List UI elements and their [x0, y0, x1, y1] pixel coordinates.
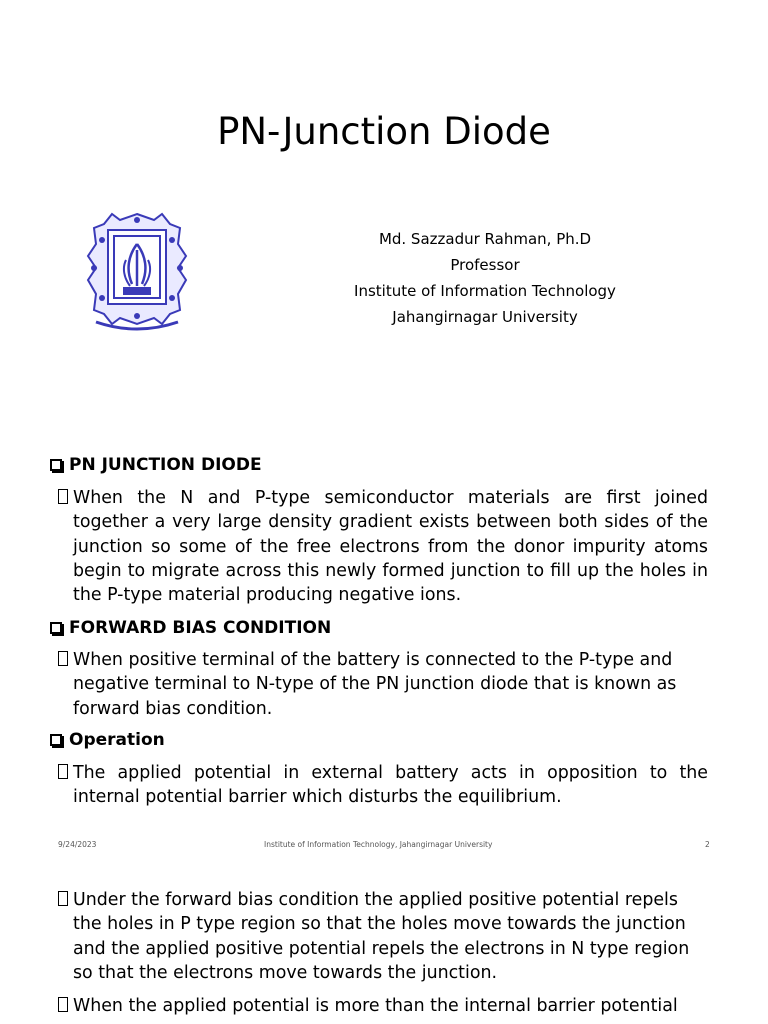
footer-institute: Institute of Information Technology, Jahangirnagar University [264, 840, 493, 849]
paragraph-forward-bias-operation [58, 888, 708, 985]
paragraph-operation [58, 761, 708, 810]
paragraph-text: When the N and P-type semiconductor materials are first joined together a very large density gradient exists between both sides of the junction so some of the free electrons from the donor impurity atoms begin to migrate across this newly formed junction to fill up the holes in the P-type material producing negative ions. [73, 488, 708, 606]
footer-date: 9/24/2023 [58, 840, 97, 849]
footer-page-number: 2 [705, 840, 710, 849]
paragraph-pn-junction [58, 486, 708, 607]
slide-title: PN-Junction Diode [217, 110, 551, 153]
bullet-icon [58, 651, 68, 666]
paragraph-forward-bias [58, 648, 708, 721]
bullet-icon [58, 891, 68, 906]
checkbox-bullet-icon [50, 734, 62, 746]
section-heading-text: Operation [69, 730, 165, 750]
paragraph-text: When the applied potential is more than the internal barrier potential [73, 996, 678, 1016]
author-block [290, 226, 680, 330]
university-seal-icon [84, 210, 190, 332]
author-department: Institute of Information Technology [354, 282, 616, 300]
paragraph-barrier-potential [58, 994, 708, 1018]
checkbox-bullet-icon [50, 459, 62, 471]
section-heading-forward-bias [50, 617, 331, 639]
author-name: Md. Sazzadur Rahman, Ph.D [378, 230, 592, 248]
bullet-icon [58, 997, 68, 1012]
author-position: Professor [450, 256, 520, 274]
paragraph-text: Under the forward bias condition the applied positive potential repels the holes in P type region so that the holes move towards the junction and the applied positive potential repels the electrons in N type region so that the electrons move towards the junction. [73, 890, 690, 983]
section-heading-text: PN JUNCTION DIODE [69, 455, 262, 475]
section-heading-text: FORWARD BIAS CONDITION [69, 618, 332, 638]
bullet-icon [58, 489, 68, 504]
paragraph-text: When positive terminal of the battery is connected to the P-type and negative terminal to N-type of the PN junction diode that is known as forward bias condition. [73, 650, 677, 719]
paragraph-text: The applied potential in external battery acts in opposition to the internal potential barrier which disturbs the equilibrium. [73, 763, 708, 808]
bullet-icon [58, 764, 68, 779]
checkbox-bullet-icon [50, 622, 62, 634]
section-heading-pn-junction [50, 454, 262, 476]
section-heading-operation [50, 729, 165, 751]
author-university: Jahangirnagar University [392, 308, 578, 326]
